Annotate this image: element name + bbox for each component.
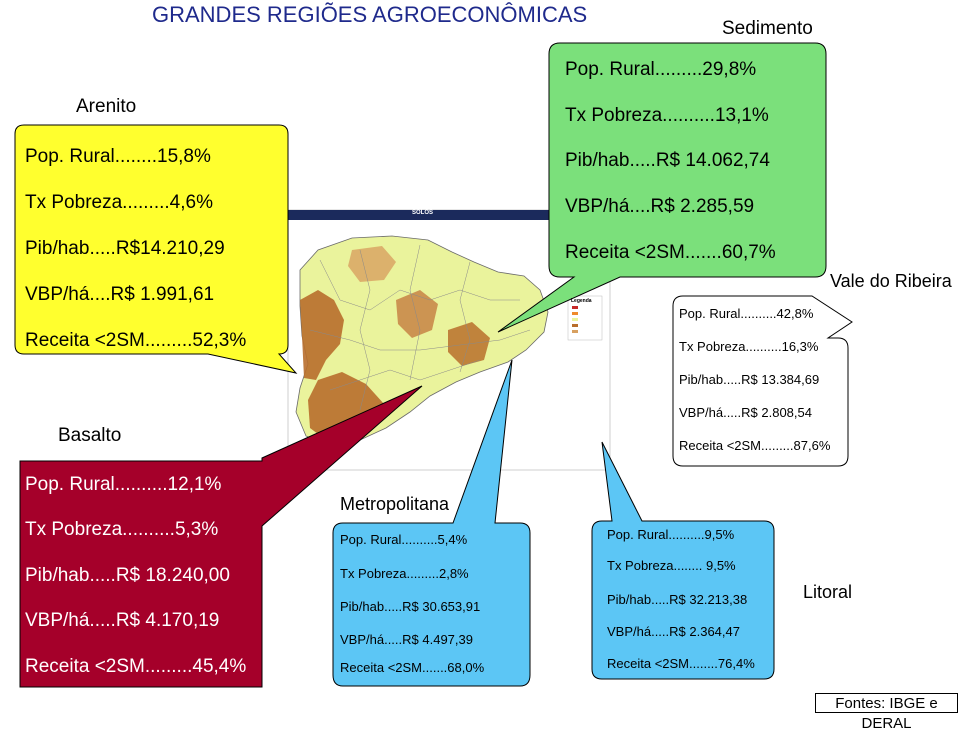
- basalto-vbp-ha: VBP/há.....R$ 4.170,19: [25, 610, 220, 631]
- metropolitana-label: Metropolitana: [340, 494, 450, 514]
- vale-vbp-ha: VBP/há.....R$ 2.808,54: [679, 405, 812, 420]
- arenito-vbp-ha: VBP/há....R$ 1.991,61: [25, 284, 215, 305]
- sedimento-vbp-ha: VBP/há....R$ 2.285,59: [565, 196, 755, 217]
- litoral-vbp-ha: VBP/há.....R$ 2.364,47: [607, 624, 740, 639]
- map-header: SOLOS: [412, 210, 434, 216]
- basalto-pib-hab: Pib/hab.....R$ 18.240,00: [25, 565, 230, 586]
- arenito-receita: Receita <2SM.........52,3%: [25, 330, 247, 351]
- vale-pib-hab: Pib/hab.....R$ 13.384,69: [679, 372, 820, 387]
- vale-receita: Receita <2SM.........87,6%: [679, 438, 831, 453]
- litoral-pib-hab: Pib/hab.....R$ 32.213,38: [607, 592, 748, 607]
- sedimento-label: Sedimento: [722, 18, 813, 39]
- basalto-tx-pobreza: Tx Pobreza..........5,3%: [25, 519, 219, 540]
- vale-do-ribeira-label: Vale do Ribeira: [830, 271, 952, 291]
- arenito-pib-hab: Pib/hab.....R$14.210,29: [25, 238, 225, 259]
- metropolitana-receita: Receita <2SM.......68,0%: [340, 660, 485, 675]
- litoral-pop-rural: Pop. Rural..........9,5%: [607, 527, 735, 542]
- litoral-receita: Receita <2SM........76,4%: [607, 656, 755, 671]
- sedimento-pop-rural: Pop. Rural.........29,8%: [565, 59, 757, 80]
- sedimento-tx-pobreza: Tx Pobreza..........13,1%: [565, 105, 769, 126]
- basalto-receita: Receita <2SM.........45,4%: [25, 656, 247, 677]
- arenito-label: Arenito: [76, 96, 137, 117]
- basalto-label: Basalto: [58, 425, 122, 446]
- vale-pop-rural: Pop. Rural..........42,8%: [679, 306, 814, 321]
- metropolitana-pop-rural: Pop. Rural..........5,4%: [340, 532, 468, 547]
- arenito-tx-pobreza: Tx Pobreza.........4,6%: [25, 192, 213, 213]
- source-note: Fontes: IBGE e DERAL: [815, 693, 958, 713]
- vale-tx-pobreza: Tx Pobreza..........16,3%: [679, 339, 819, 354]
- arenito-pop-rural: Pop. Rural........15,8%: [25, 146, 211, 167]
- metropolitana-pib-hab: Pib/hab.....R$ 30.653,91: [340, 599, 481, 614]
- metropolitana-vbp-ha: VBP/há.....R$ 4.497,39: [340, 632, 473, 647]
- metropolitana-tx-pobreza: Tx Pobreza.........2,8%: [340, 566, 469, 581]
- sedimento-pib-hab: Pib/hab.....R$ 14.062,74: [565, 150, 770, 171]
- litoral-label: Litoral: [803, 582, 853, 602]
- page-title: GRANDES REGIÕES AGROECONÔMICAS: [152, 2, 588, 27]
- litoral-tx-pobreza: Tx Pobreza........ 9,5%: [607, 558, 736, 573]
- map-legend-title: Legenda: [571, 298, 592, 304]
- sedimento-receita: Receita <2SM.......60,7%: [565, 242, 776, 263]
- basalto-pop-rural: Pop. Rural..........12,1%: [25, 474, 222, 495]
